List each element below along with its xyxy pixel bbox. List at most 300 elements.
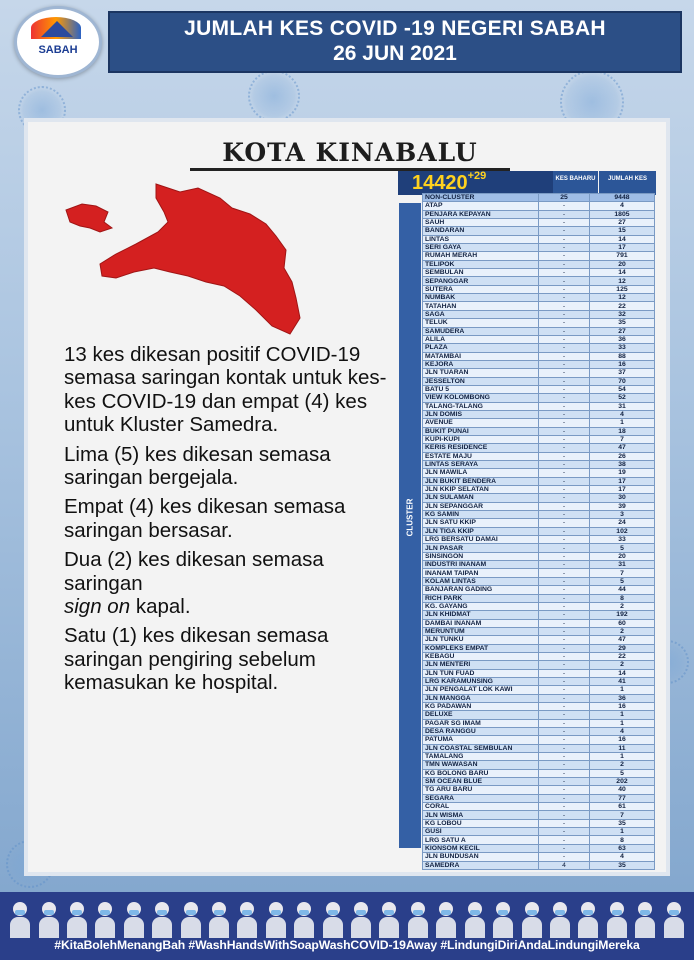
row-name: KG PADAWAN [423, 702, 539, 710]
row-baharu: - [539, 811, 590, 819]
map-island [66, 204, 112, 232]
row-jumlah: 30 [589, 494, 654, 502]
table-row [423, 294, 655, 302]
row-name: SEMBULAN [423, 269, 539, 277]
table-row [423, 360, 655, 368]
row-name: BATU 5 [423, 385, 539, 393]
row-jumlah: 1 [589, 719, 654, 727]
row-baharu: - [539, 452, 590, 460]
row-jumlah: 19 [589, 469, 654, 477]
table-row [423, 577, 655, 585]
person-icon [265, 898, 287, 938]
row-baharu: - [539, 702, 590, 710]
row-baharu: - [539, 419, 590, 427]
row-jumlah: 2 [589, 661, 654, 669]
row-jumlah: 20 [589, 552, 654, 560]
row-jumlah: 1 [589, 711, 654, 719]
person-icon [606, 898, 628, 938]
table-row [423, 702, 655, 710]
table-row [423, 444, 655, 452]
row-baharu: - [539, 210, 590, 218]
row-jumlah: 4 [589, 410, 654, 418]
row-name: DESA RANGGU [423, 728, 539, 736]
table-row [423, 402, 655, 410]
table-row [423, 736, 655, 744]
row-name: INDUSTRI INANAM [423, 561, 539, 569]
total-count: 14420 [412, 172, 468, 194]
header-title: JUMLAH KES COVID -19 NEGERI SABAH [184, 17, 606, 40]
row-jumlah: 1805 [589, 210, 654, 218]
row-name: ALILA [423, 335, 539, 343]
row-name: JLN SEPANGGAR [423, 502, 539, 510]
row-name: RUMAH MERAH [423, 252, 539, 260]
row-jumlah: 202 [589, 778, 654, 786]
logo-text: SABAH [38, 44, 78, 56]
row-name: JLN PASAR [423, 544, 539, 552]
row-name: SEGARA [423, 794, 539, 802]
table-row [423, 486, 655, 494]
row-name: JLN MAWILA [423, 469, 539, 477]
row-baharu: - [539, 511, 590, 519]
row-name: KERIS RESIDENCE [423, 444, 539, 452]
row-baharu: - [539, 527, 590, 535]
table-row [423, 811, 655, 819]
row-baharu: - [539, 602, 590, 610]
table-row [423, 452, 655, 460]
cluster-table-body [423, 194, 655, 870]
row-baharu: - [539, 477, 590, 485]
row-baharu: - [539, 728, 590, 736]
person-icon [9, 898, 31, 938]
row-baharu: 4 [539, 861, 590, 869]
description-paragraph: 13 kes dikesan positif COVID-19 semasa saringan kontak untuk kes-kes COVID-19 dan empat (4) kes untuk Kluster Samedra. [64, 343, 387, 437]
row-jumlah: 24 [589, 519, 654, 527]
person-icon [407, 898, 429, 938]
row-baharu: - [539, 644, 590, 652]
row-baharu: - [539, 294, 590, 302]
row-name: SUTERA [423, 285, 539, 293]
row-name: JLN SATU KKIP [423, 519, 539, 527]
row-baharu: - [539, 402, 590, 410]
row-jumlah: 1 [589, 419, 654, 427]
row-jumlah: 47 [589, 636, 654, 644]
row-jumlah: 102 [589, 527, 654, 535]
person-icon [293, 898, 315, 938]
sign-on-text: sign on [64, 595, 131, 619]
row-jumlah: 17 [589, 477, 654, 485]
table-row [423, 527, 655, 535]
table-row [423, 219, 655, 227]
row-baharu: - [539, 360, 590, 368]
row-jumlah: 63 [589, 844, 654, 852]
row-jumlah: 1 [589, 686, 654, 694]
table-row [423, 586, 655, 594]
row-baharu: - [539, 611, 590, 619]
row-jumlah: 54 [589, 385, 654, 393]
table-row [423, 803, 655, 811]
row-name: LRG KARAMUNSING [423, 677, 539, 685]
table-row [423, 344, 655, 352]
row-baharu: - [539, 561, 590, 569]
logo [14, 6, 102, 78]
table-row [423, 269, 655, 277]
table-row [423, 435, 655, 443]
row-baharu: - [539, 486, 590, 494]
table-row [423, 819, 655, 827]
row-jumlah: 2 [589, 627, 654, 635]
table-row [423, 511, 655, 519]
row-name: PATUMA [423, 736, 539, 744]
person-icon [663, 898, 685, 938]
row-baharu: - [539, 544, 590, 552]
row-jumlah: 40 [589, 786, 654, 794]
table-row [423, 611, 655, 619]
row-name: MATAMBAI [423, 352, 539, 360]
row-baharu: - [539, 444, 590, 452]
row-baharu: - [539, 761, 590, 769]
row-baharu: - [539, 502, 590, 510]
row-baharu: - [539, 435, 590, 443]
row-name: TELIPOK [423, 260, 539, 268]
row-baharu: - [539, 410, 590, 418]
row-baharu: - [539, 252, 590, 260]
row-baharu: - [539, 536, 590, 544]
row-jumlah: 7 [589, 435, 654, 443]
row-name: NON-CLUSTER [423, 194, 539, 202]
row-name: LINTAS SERAYA [423, 461, 539, 469]
row-baharu: - [539, 836, 590, 844]
row-name: SAMUDERA [423, 327, 539, 335]
row-jumlah: 32 [589, 310, 654, 318]
row-jumlah: 77 [589, 794, 654, 802]
cluster-table [422, 193, 655, 870]
table-row [423, 302, 655, 310]
row-name: DAMBAI INANAM [423, 619, 539, 627]
row-jumlah: 35 [589, 819, 654, 827]
row-name: VIEW KOLOMBONG [423, 394, 539, 402]
row-name: TG ARU BARU [423, 786, 539, 794]
person-icon [521, 898, 543, 938]
row-jumlah: 11 [589, 744, 654, 752]
table-row [423, 227, 655, 235]
row-jumlah: 14 [589, 269, 654, 277]
row-baharu: - [539, 244, 590, 252]
row-baharu: - [539, 853, 590, 861]
row-jumlah: 27 [589, 327, 654, 335]
row-baharu: - [539, 694, 590, 702]
row-jumlah: 47 [589, 444, 654, 452]
virus-decoration [248, 70, 300, 122]
row-baharu: - [539, 269, 590, 277]
row-baharu: - [539, 636, 590, 644]
row-name: PENJARA KEPAYAN [423, 210, 539, 218]
row-jumlah: 41 [589, 677, 654, 685]
table-row [423, 385, 655, 393]
table-row [423, 210, 655, 218]
table-row [423, 285, 655, 293]
row-jumlah: 61 [589, 803, 654, 811]
row-name: BUKIT PUNAI [423, 427, 539, 435]
table-row [423, 552, 655, 560]
row-jumlah: 31 [589, 561, 654, 569]
row-jumlah: 5 [589, 544, 654, 552]
row-name: KEJORA [423, 360, 539, 368]
row-baharu: - [539, 519, 590, 527]
row-name: JLN TUARAN [423, 369, 539, 377]
row-name: KIONSOM KECIL [423, 844, 539, 852]
table-row [423, 844, 655, 852]
table-row [423, 744, 655, 752]
table-row [423, 602, 655, 610]
row-baharu: - [539, 828, 590, 836]
row-name: JLN KHIDMAT [423, 611, 539, 619]
row-jumlah: 35 [589, 861, 654, 869]
row-baharu: - [539, 844, 590, 852]
row-jumlah: 3 [589, 511, 654, 519]
row-baharu: - [539, 769, 590, 777]
table-row [423, 260, 655, 268]
table-row [423, 761, 655, 769]
row-baharu: - [539, 327, 590, 335]
row-jumlah: 31 [589, 402, 654, 410]
table-row [423, 836, 655, 844]
row-jumlah: 36 [589, 694, 654, 702]
table-row [423, 711, 655, 719]
row-baharu: - [539, 260, 590, 268]
description-paragraph: Lima (5) kes dikesan semasa saringan bergejala. [64, 442, 331, 490]
row-baharu: - [539, 677, 590, 685]
row-jumlah: 2 [589, 761, 654, 769]
figures-strip [6, 894, 688, 938]
row-jumlah: 20 [589, 260, 654, 268]
row-baharu: - [539, 744, 590, 752]
row-baharu: - [539, 786, 590, 794]
row-name: JLN TIGA KKIP [423, 527, 539, 535]
table-row [423, 778, 655, 786]
row-jumlah: 22 [589, 652, 654, 660]
table-row [423, 244, 655, 252]
row-baharu: - [539, 719, 590, 727]
row-name: TATAHAN [423, 302, 539, 310]
row-jumlah: 39 [589, 502, 654, 510]
row-name: RICH PARK [423, 594, 539, 602]
row-jumlah: 2 [589, 602, 654, 610]
row-name: TAMALANG [423, 753, 539, 761]
person-icon [464, 898, 486, 938]
row-jumlah: 22 [589, 302, 654, 310]
row-baharu: - [539, 669, 590, 677]
row-baharu: - [539, 227, 590, 235]
dua-text: Dua (2) kes dikesan semasa saringan [64, 548, 324, 595]
row-baharu: - [539, 686, 590, 694]
footer-hashtags: #KitaBolehMenangBah #WashHandsWithSoapWashCOVID-19Away #LindungiDiriAndaLindungiMereka [54, 938, 640, 952]
row-name: JLN MENTERI [423, 661, 539, 669]
row-name: LRG SATU A [423, 836, 539, 844]
person-icon [236, 898, 258, 938]
description-paragraph-sign-on [64, 548, 394, 618]
row-name: LRG BERSATU DAMAI [423, 536, 539, 544]
table-row [423, 494, 655, 502]
row-jumlah: 14 [589, 235, 654, 243]
table-row [423, 202, 655, 210]
case-description [64, 343, 394, 701]
page-header [108, 11, 682, 73]
row-jumlah: 37 [589, 369, 654, 377]
row-name: GUSI [423, 828, 539, 836]
row-jumlah: 5 [589, 769, 654, 777]
row-baharu: - [539, 427, 590, 435]
row-jumlah: 33 [589, 536, 654, 544]
row-name: JLN SULAMAN [423, 494, 539, 502]
table-row [423, 410, 655, 418]
table-row [423, 319, 655, 327]
row-name: SAMEDRA [423, 861, 539, 869]
table-row [423, 536, 655, 544]
row-jumlah: 33 [589, 344, 654, 352]
row-jumlah: 29 [589, 644, 654, 652]
row-baharu: - [539, 302, 590, 310]
row-name: JLN BUKIT BENDERA [423, 477, 539, 485]
new-cases: +29 [467, 170, 487, 183]
district-map [60, 178, 360, 338]
row-jumlah: 791 [589, 252, 654, 260]
table-row [423, 644, 655, 652]
table-row [423, 377, 655, 385]
row-jumlah: 5 [589, 577, 654, 585]
table-row [423, 794, 655, 802]
table-row [423, 569, 655, 577]
row-baharu: - [539, 461, 590, 469]
row-name: JLN WISMA [423, 811, 539, 819]
row-name: KUPI-KUPI [423, 435, 539, 443]
row-jumlah: 4 [589, 853, 654, 861]
row-name: BANJARAN GADING [423, 586, 539, 594]
row-name: PAGAR SG IMAM [423, 719, 539, 727]
row-name: CORAL [423, 803, 539, 811]
table-row [423, 652, 655, 660]
row-jumlah: 35 [589, 319, 654, 327]
table-row [423, 786, 655, 794]
row-jumlah: 60 [589, 619, 654, 627]
row-jumlah: 16 [589, 360, 654, 368]
person-icon [208, 898, 230, 938]
table-row [423, 636, 655, 644]
row-baharu: - [539, 778, 590, 786]
table-row [423, 427, 655, 435]
table-row [423, 594, 655, 602]
row-name: SM OCEAN BLUE [423, 778, 539, 786]
person-icon [634, 898, 656, 938]
table-row [423, 519, 655, 527]
row-jumlah: 17 [589, 486, 654, 494]
row-baharu: - [539, 552, 590, 560]
row-name: AVENUE [423, 419, 539, 427]
row-name: JLN PENGALAT LOK KAWI [423, 686, 539, 694]
column-header-jumlah: JUMLAH KES [599, 171, 656, 195]
row-jumlah: 8 [589, 594, 654, 602]
row-jumlah: 1 [589, 828, 654, 836]
table-row [423, 477, 655, 485]
row-jumlah: 38 [589, 461, 654, 469]
table-row [423, 419, 655, 427]
table-row [423, 469, 655, 477]
table-row [423, 369, 655, 377]
table-row [423, 561, 655, 569]
description-paragraph: Empat (4) kes dikesan semasa saringan bersasar. [64, 495, 346, 542]
row-jumlah: 70 [589, 377, 654, 385]
table-row [423, 853, 655, 861]
row-name: JLN COASTAL SEMBULAN [423, 744, 539, 752]
table-row [423, 352, 655, 360]
row-baharu: - [539, 627, 590, 635]
row-jumlah: 16 [589, 736, 654, 744]
table-row [423, 719, 655, 727]
person-icon [435, 898, 457, 938]
row-jumlah: 44 [589, 586, 654, 594]
person-icon [66, 898, 88, 938]
row-name: MERUNTUM [423, 627, 539, 635]
row-name: SINSINGON [423, 552, 539, 560]
row-jumlah: 52 [589, 394, 654, 402]
row-name: TALANG-TALANG [423, 402, 539, 410]
person-icon [378, 898, 400, 938]
table-row [423, 277, 655, 285]
cluster-label: CLUSTER [405, 498, 415, 537]
row-name: PLAZA [423, 344, 539, 352]
row-name: KEBAGU [423, 652, 539, 660]
row-baharu: - [539, 569, 590, 577]
row-baharu: 25 [539, 194, 590, 202]
row-name: JLN KKIP SELATAN [423, 486, 539, 494]
table-row [423, 502, 655, 510]
row-name: SAGA [423, 310, 539, 318]
row-name: TMN WAWASAN [423, 761, 539, 769]
total-cases [412, 172, 486, 195]
row-baharu: - [539, 219, 590, 227]
row-baharu: - [539, 586, 590, 594]
row-baharu: - [539, 794, 590, 802]
table-row [423, 694, 655, 702]
row-jumlah: 7 [589, 569, 654, 577]
person-icon [180, 898, 202, 938]
row-baharu: - [539, 661, 590, 669]
kapal-text: kapal. [135, 595, 191, 619]
row-jumlah: 12 [589, 277, 654, 285]
person-icon [492, 898, 514, 938]
person-icon [123, 898, 145, 938]
row-name: SAUH [423, 219, 539, 227]
row-baharu: - [539, 594, 590, 602]
row-jumlah: 17 [589, 244, 654, 252]
row-name: BANDARAN [423, 227, 539, 235]
cluster-label-bar [399, 203, 421, 848]
table-row [423, 677, 655, 685]
row-baharu: - [539, 494, 590, 502]
row-jumlah: 125 [589, 285, 654, 293]
row-baharu: - [539, 352, 590, 360]
district-title: KOTA KINABALU [190, 138, 510, 171]
row-name: JLN DOMIS [423, 410, 539, 418]
table-row [423, 627, 655, 635]
row-name: SEPANGGAR [423, 277, 539, 285]
row-name: LINTAS [423, 235, 539, 243]
row-jumlah: 7 [589, 811, 654, 819]
row-baharu: - [539, 652, 590, 660]
person-icon [151, 898, 173, 938]
row-baharu: - [539, 394, 590, 402]
row-baharu: - [539, 469, 590, 477]
row-name: KG SAMIN [423, 511, 539, 519]
